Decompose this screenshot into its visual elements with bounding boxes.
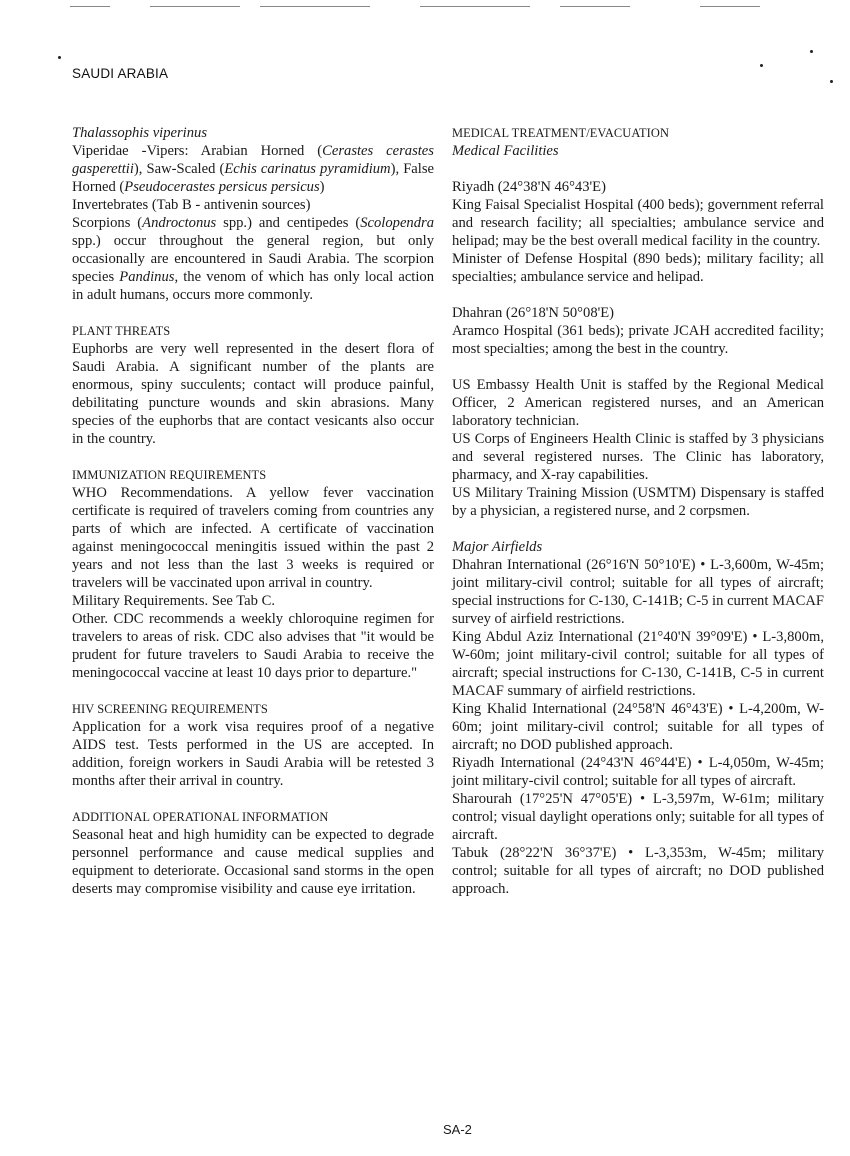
hospital-name: King Faisal Specialist Hospital bbox=[452, 197, 634, 213]
invertebrates-label: Invertebrates bbox=[72, 197, 149, 213]
section-heading: MEDICAL TREATMENT/EVACUATION bbox=[452, 126, 669, 140]
hospital-name: Aramco Hospital bbox=[452, 323, 553, 339]
species-name: Scolopendra bbox=[360, 215, 434, 231]
section-heading: IMMUNIZATION REQUIREMENTS bbox=[72, 468, 267, 482]
unit-name: US Military Training Mission (USMTM) Dispensary bbox=[452, 485, 766, 501]
us-medical-units bbox=[452, 376, 824, 520]
species-name: Pseudocerastes persicus persicus bbox=[124, 179, 320, 195]
airfield-name: Dhahran International bbox=[452, 557, 582, 573]
text-run: (361 beds); private JCAH accredited facility; most specialties; among the best in the country. bbox=[452, 323, 824, 357]
hospital-entry bbox=[452, 196, 824, 250]
airfield-entry bbox=[452, 628, 824, 700]
text-run: (Tab B - antivenin sources) bbox=[148, 197, 311, 213]
text-run: A yellow fever vaccination certificate is required of travelers coming from countries any parts of which are infected. A certificate of vaccination against meningococcal meningitis issued within the past 2 years and not less than the last 3 weeks is required or travelers will be vaccinated upon arrival in country. bbox=[72, 485, 434, 591]
section-body: Euphorbs are very well represented in the desert flora of Saudi Arabia. A significant number of the plants are enormous, spiny succulents; contact will produce painful, debilitating puncture wounds and skin abrasions. Many species of the euphorbs that are contact vesicants also occur in the country. bbox=[72, 341, 434, 447]
who-label: WHO Recommendations. bbox=[72, 485, 233, 501]
city-heading: Riyadh (24°38'N 46°43'E) bbox=[452, 179, 606, 195]
other-paragraph bbox=[72, 610, 434, 682]
operational-section bbox=[72, 808, 434, 898]
text-run: (28°22'N 36°37'E) • L-3,353m, W-45m; military control; suitable for all types of aircraft; no DOD published approach. bbox=[452, 845, 824, 897]
plant-threats-section bbox=[72, 322, 434, 448]
text-run: ) bbox=[319, 179, 325, 195]
species-name: Cerastes cerastes gasperettii bbox=[72, 143, 434, 177]
text-run: ), False Horned ( bbox=[72, 161, 434, 195]
viperidae-paragraph bbox=[72, 142, 434, 196]
hiv-section bbox=[72, 700, 434, 790]
page-number: SA-2 bbox=[443, 1122, 472, 1137]
airfield-name: Sharourah bbox=[452, 791, 512, 807]
text-run: (21°40'N 39°09'E) • L-3,800m, W-60m; joint military-civil control; suitable for all types of aircraft; special instructions for C-130, C-141B, C-5 in current MACAF summary of airfield restrictions. bbox=[452, 629, 824, 699]
scan-speck bbox=[830, 80, 833, 83]
venomous-animals-section bbox=[72, 124, 434, 304]
section-body: Application for a work visa requires proof of a negative AIDS test. Tests performed in the US are accepted. In addition, foreign workers in Saudi Arabia will be retested 3 months after their arrival in country. bbox=[72, 719, 434, 789]
airfields-subheading: Major Airfields bbox=[452, 539, 543, 555]
text-run: is staffed by 3 physicians and several registered nurses. The Clinic has laboratory, pharmacy, and X-ray capabilities. bbox=[452, 431, 824, 483]
other-label: Other. bbox=[72, 611, 109, 627]
us-unit-entry bbox=[452, 484, 824, 520]
section-heading: HIV SCREENING REQUIREMENTS bbox=[72, 702, 268, 716]
viperidae-label: Viperidae -Vipers: bbox=[72, 143, 189, 159]
running-head: SAUDI ARABIA bbox=[72, 66, 169, 81]
scan-speck bbox=[58, 56, 61, 59]
scorpions-label: Scorpions bbox=[72, 215, 131, 231]
riyadh-facilities bbox=[452, 178, 824, 286]
immunization-section bbox=[72, 466, 434, 682]
text-run: ), Saw-Scaled ( bbox=[133, 161, 225, 177]
scan-speck bbox=[760, 64, 763, 67]
unit-name: US Embassy Health Unit bbox=[452, 377, 607, 393]
facilities-subheading: Medical Facilities bbox=[452, 143, 559, 159]
right-column bbox=[452, 124, 824, 898]
airfield-name: Tabuk bbox=[452, 845, 489, 861]
species-name: Echis carinatus pyramidium bbox=[224, 161, 391, 177]
scan-speck bbox=[810, 50, 813, 53]
text-run: , the venom of which has only local action in adult humans, occurs more commonly. bbox=[72, 269, 435, 303]
text-run: spp.) and centipedes ( bbox=[216, 215, 361, 231]
military-label: Military Requirements. bbox=[72, 593, 209, 609]
text-run: is staffed by the Regional Medical Officer, 2 American registered nurses, and an American laboratory technician. bbox=[452, 377, 824, 429]
military-paragraph bbox=[72, 592, 434, 610]
text-run: ( bbox=[130, 215, 143, 231]
us-unit-entry bbox=[452, 376, 824, 430]
airfield-entry bbox=[452, 790, 824, 844]
section-heading: ADDITIONAL OPERATIONAL INFORMATION bbox=[72, 810, 329, 824]
text-run: CDC recommends a weekly chloroquine regimen for travelers to areas of risk. CDC also advises that "it would be prudent for future travelers to Saudi Arabia to receive the meningococcal vaccine at least 10 days prior to departure." bbox=[72, 611, 434, 681]
scan-artifact-top-edge bbox=[0, 0, 850, 12]
invertebrates-paragraph bbox=[72, 196, 434, 214]
text-run: (17°25'N 47°05'E) • L-3,597m, W-61m; military control; visual daylight operations only; suitable for all types of aircraft. bbox=[452, 791, 824, 843]
airfield-name: Riyadh International bbox=[452, 755, 575, 771]
text-run: (24°58'N 46°43'E) • L-4,200m, W-60m; joint military-civil control; suitable for all types of aircraft; no DOD published approach. bbox=[452, 701, 824, 753]
text-run: spp.) occur throughout the general region, but only occasionally are encountered in Saudi Arabia. The scorpion species bbox=[72, 233, 434, 285]
text-run: (400 beds); government referral and research facility; all specialties; ambulance service and helipad; may be the best overall medical facility in the country. bbox=[452, 197, 824, 249]
airfield-entry bbox=[452, 754, 824, 790]
text-run: (26°16'N 50°10'E) • L-3,600m, W-45m; joint military-civil control; suitable for all types of aircraft; special instructions for C-130, C-141B; C-5 in current MACAF survey of airfield restrictions. bbox=[452, 557, 824, 627]
airfield-entry bbox=[452, 844, 824, 898]
scorpions-paragraph bbox=[72, 214, 434, 304]
text-run: is staffed by a physician, a registered nurse, and 2 corpsmen. bbox=[452, 485, 824, 519]
airfield-entry bbox=[452, 556, 824, 628]
section-body: Seasonal heat and high humidity can be expected to degrade personnel performance and cause medical supplies and equipment to deteriorate. Occasional sand storms in the open deserts may compromise visibility and cause eye irritation. bbox=[72, 827, 434, 897]
who-paragraph bbox=[72, 484, 434, 592]
city-heading: Dhahran (26°18'N 50°08'E) bbox=[452, 305, 615, 321]
text-run: (24°43'N 46°44'E) • L-4,050m, W-45m; joint military-civil control; suitable for all types of aircraft. bbox=[452, 755, 824, 789]
species-name: Androctonus bbox=[142, 215, 217, 231]
airfield-entry bbox=[452, 700, 824, 754]
major-airfields bbox=[452, 538, 824, 898]
airfield-name: King Abdul Aziz International bbox=[452, 629, 634, 645]
hospital-entry bbox=[452, 250, 824, 286]
dhahran-facilities bbox=[452, 304, 824, 358]
airfield-name: King Khalid International bbox=[452, 701, 607, 717]
hospital-entry bbox=[452, 322, 824, 358]
species-name: Pandinus bbox=[119, 269, 175, 285]
us-unit-entry bbox=[452, 430, 824, 484]
text-run: Arabian Horned ( bbox=[188, 143, 323, 159]
unit-name: US Corps of Engineers Health Clinic bbox=[452, 431, 671, 447]
section-heading: PLANT THREATS bbox=[72, 324, 171, 338]
text-run: See Tab C. bbox=[208, 593, 275, 609]
hospital-name: Minister of Defense Hospital bbox=[452, 251, 628, 267]
species-line: Thalassophis viperinus bbox=[72, 125, 208, 141]
text-run: (890 beds); military facility; all specialties; ambulance service and helipad. bbox=[452, 251, 824, 285]
left-column bbox=[72, 124, 434, 916]
